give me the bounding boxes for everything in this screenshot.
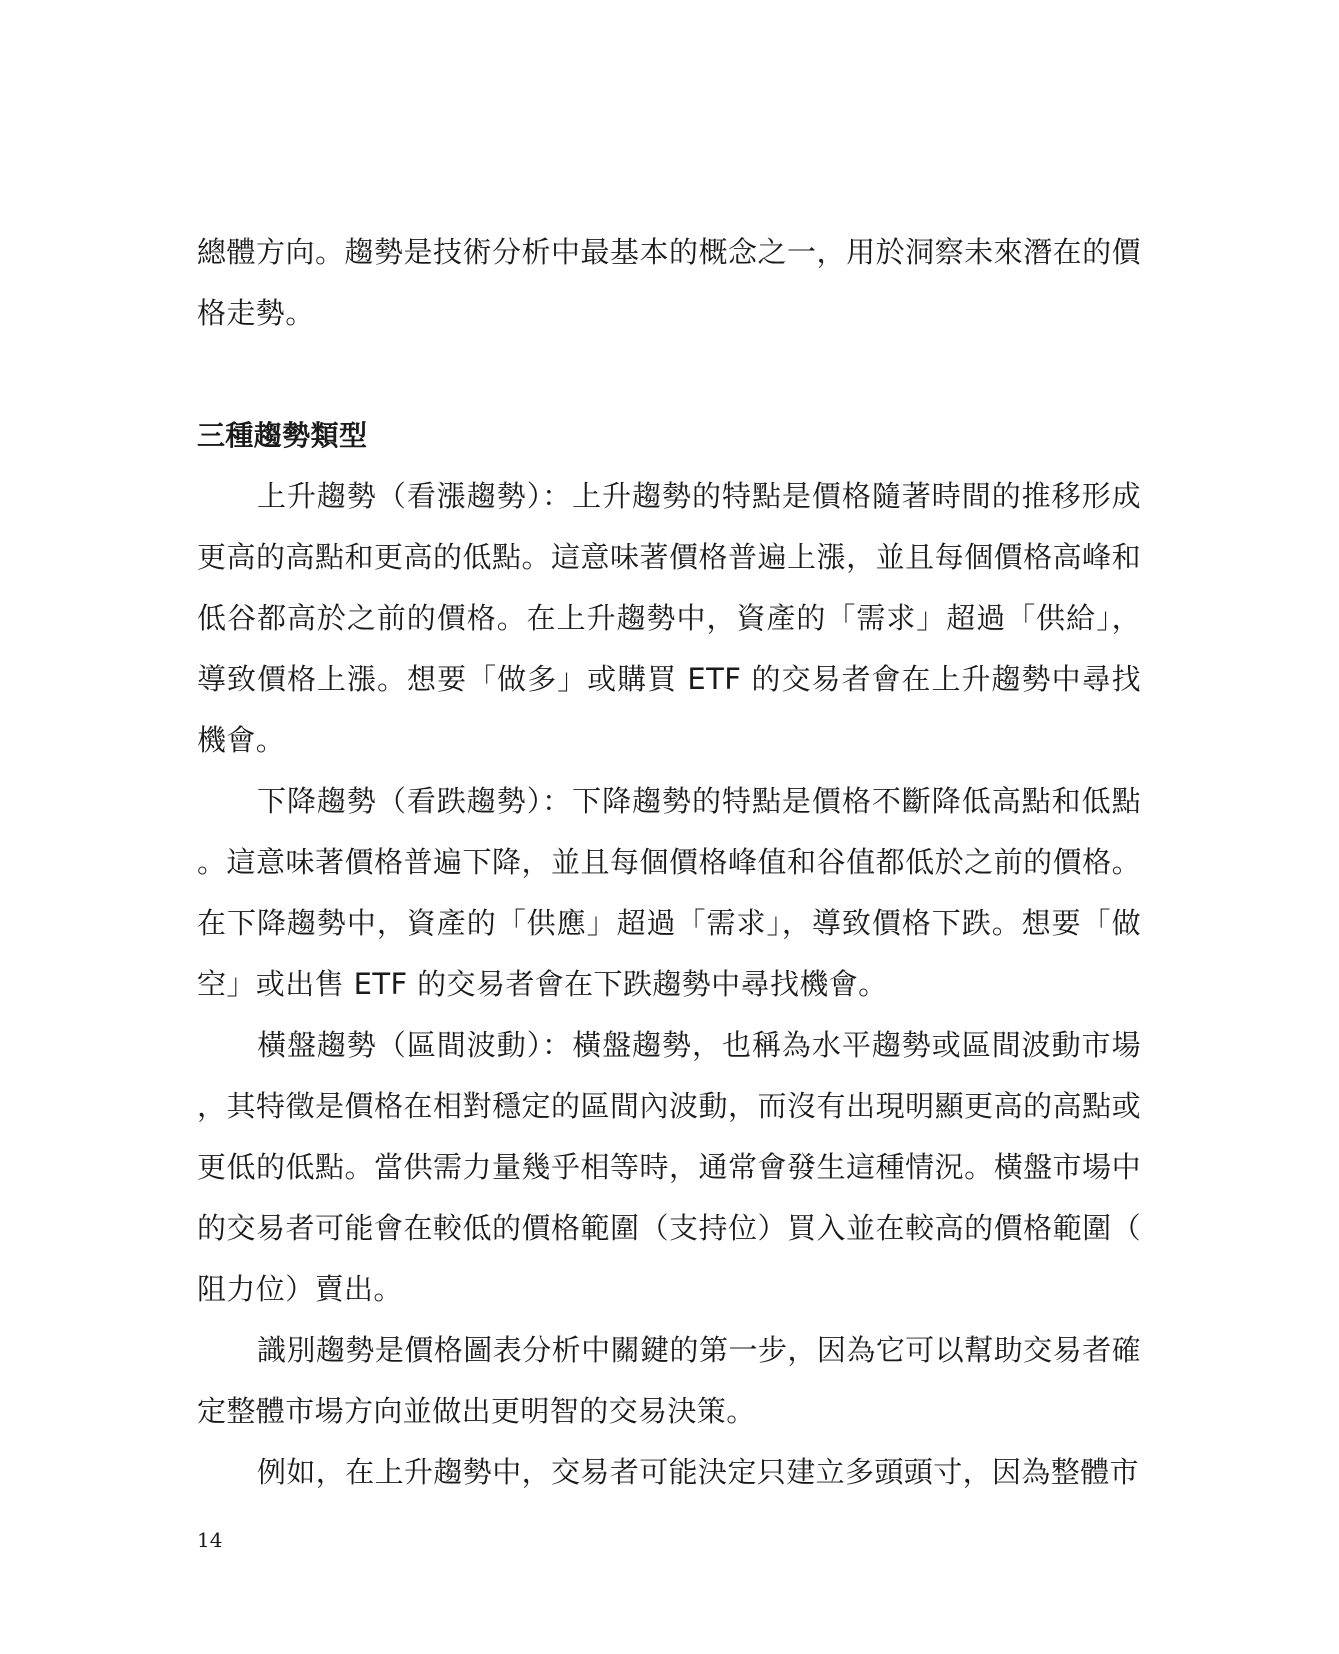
paragraph-sideways-trend: 橫盤趨勢（區間波動）：橫盤趨勢，也稱為水平趨勢或區間波動市場，其特徵是價格在相對穩定的區間內波動，而沒有出現明顯更高的高點或更低的低點。當供需力量幾乎相等時，通常會發生這種情況。橫盤市場中的交易者可能會在較低的價格範圍（支持位）買入並在較高的價格範圍（阻力位）賣出。 [197, 1028, 1141, 1306]
paragraph-downtrend: 下降趨勢（看跌趨勢）：下降趨勢的特點是價格不斷降低高點和低點。這意味著價格普遍下降，並且每個價格峰值和谷值都低於之前的價格。在下降趨勢中，資產的「供應」超過「需求」，導致價格下跌。想要「做空」或出售 ETF 的交易者會在下跌趨勢中尋找機會。 [197, 784, 1141, 1001]
page-number: 14 [197, 1528, 223, 1552]
paragraph-uptrend: 上升趨勢（看漲趨勢）：上升趨勢的特點是價格隨著時間的推移形成更高的高點和更高的低點。這意味著價格普遍上漲，並且每個價格高峰和低谷都高於之前的價格。在上升趨勢中，資產的「需求」超過「供給」，導致價格上漲。想要「做多」或購買 ETF 的交易者會在上升趨勢中尋找機會。 [197, 479, 1141, 757]
paragraph-example: 例如，在上升趨勢中，交易者可能決定只建立多頭頭寸，因為整體市 [257, 1455, 1140, 1489]
paragraph-identify-trend: 識別趨勢是價格圖表分析中關鍵的第一步，因為它可以幫助交易者確定整體市場方向並做出更明智的交易決策。 [197, 1333, 1141, 1428]
section-spacer [197, 344, 1141, 405]
section-heading: 三種趨勢類型 [197, 419, 368, 452]
continued-paragraph: 總體方向。趨勢是技術分析中最基本的概念之一，用於洞察未來潛在的價格走勢。 [197, 235, 1141, 330]
page-body [197, 222, 1141, 1503]
